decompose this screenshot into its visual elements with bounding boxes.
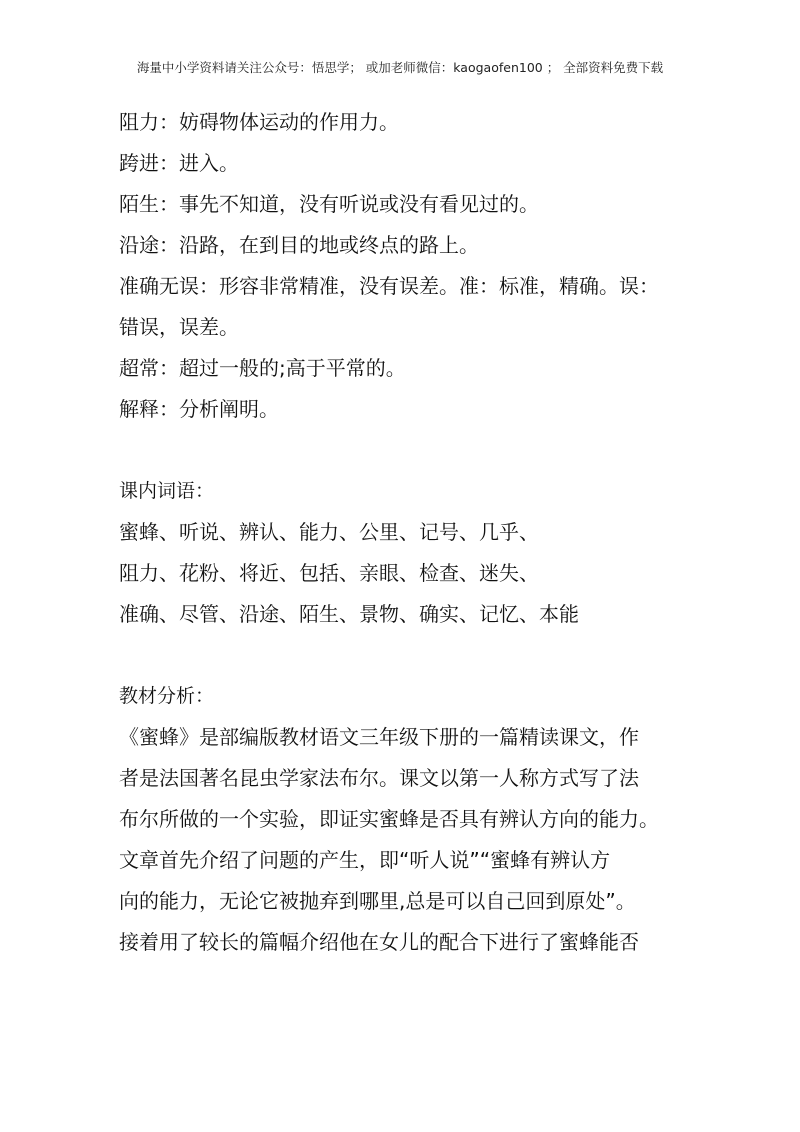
analysis-line: 向的能力，无论它被抛弃到哪里,总是可以自己回到原处”。 bbox=[119, 889, 636, 913]
definition-line: 沿途：沿路，在到目的地或终点的路上。 bbox=[119, 233, 479, 257]
definition-line: 解释：分析阐明。 bbox=[119, 397, 279, 421]
analysis-line: 《蜜蜂》是部编版教材语文三年级下册的一篇精读课文，作 bbox=[119, 725, 639, 749]
analysis-line: 文章首先介绍了问题的产生，即“听人说”“蜜蜂有辨认方 bbox=[119, 848, 611, 872]
spacer bbox=[119, 635, 699, 676]
analysis-heading: 教材分析： bbox=[119, 685, 215, 707]
definition-line: 准确无误：形容非常精准，没有误差。准：标准，精确。误： bbox=[119, 274, 659, 298]
definition-line: 阻力：妨碍物体运动的作用力。 bbox=[119, 110, 399, 134]
vocab-line: 蜜蜂、听说、辨认、能力、公里、记号、几乎、 bbox=[119, 520, 539, 544]
spacer bbox=[119, 430, 699, 471]
analysis-line: 者是法国著名昆虫学家法布尔。课文以第一人称方式写了法 bbox=[119, 766, 639, 790]
analysis-line: 接着用了较长的篇幅介绍他在女儿的配合下进行了蜜蜂能否 bbox=[119, 930, 639, 954]
vocab-heading: 课内词语： bbox=[119, 480, 215, 502]
analysis-section bbox=[119, 676, 699, 963]
vocab-section bbox=[119, 471, 699, 635]
definition-line: 陌生：事先不知道，没有听说或没有看见过的。 bbox=[119, 192, 539, 216]
definition-line: 跨进：进入。 bbox=[119, 151, 239, 175]
definitions-section bbox=[119, 102, 699, 430]
definition-line: 错误，误差。 bbox=[119, 315, 239, 339]
vocab-line: 阻力、花粉、将近、包括、亲眼、检查、迷失、 bbox=[119, 561, 539, 585]
page-header: 海量中小学资料请关注公众号：悟思学； 或加老师微信：kaogaofen100 ； 全部资料免费下载 bbox=[136, 60, 664, 75]
analysis-line: 布尔所做的一个实验，即证实蜜蜂是否具有辨认方向的能力。 bbox=[119, 807, 659, 831]
definition-line: 超常：超过一般的;高于平常的。 bbox=[119, 356, 406, 380]
document-body bbox=[119, 102, 699, 963]
vocab-line: 准确、尽管、沿途、陌生、景物、确实、记忆、本能 bbox=[119, 602, 579, 626]
